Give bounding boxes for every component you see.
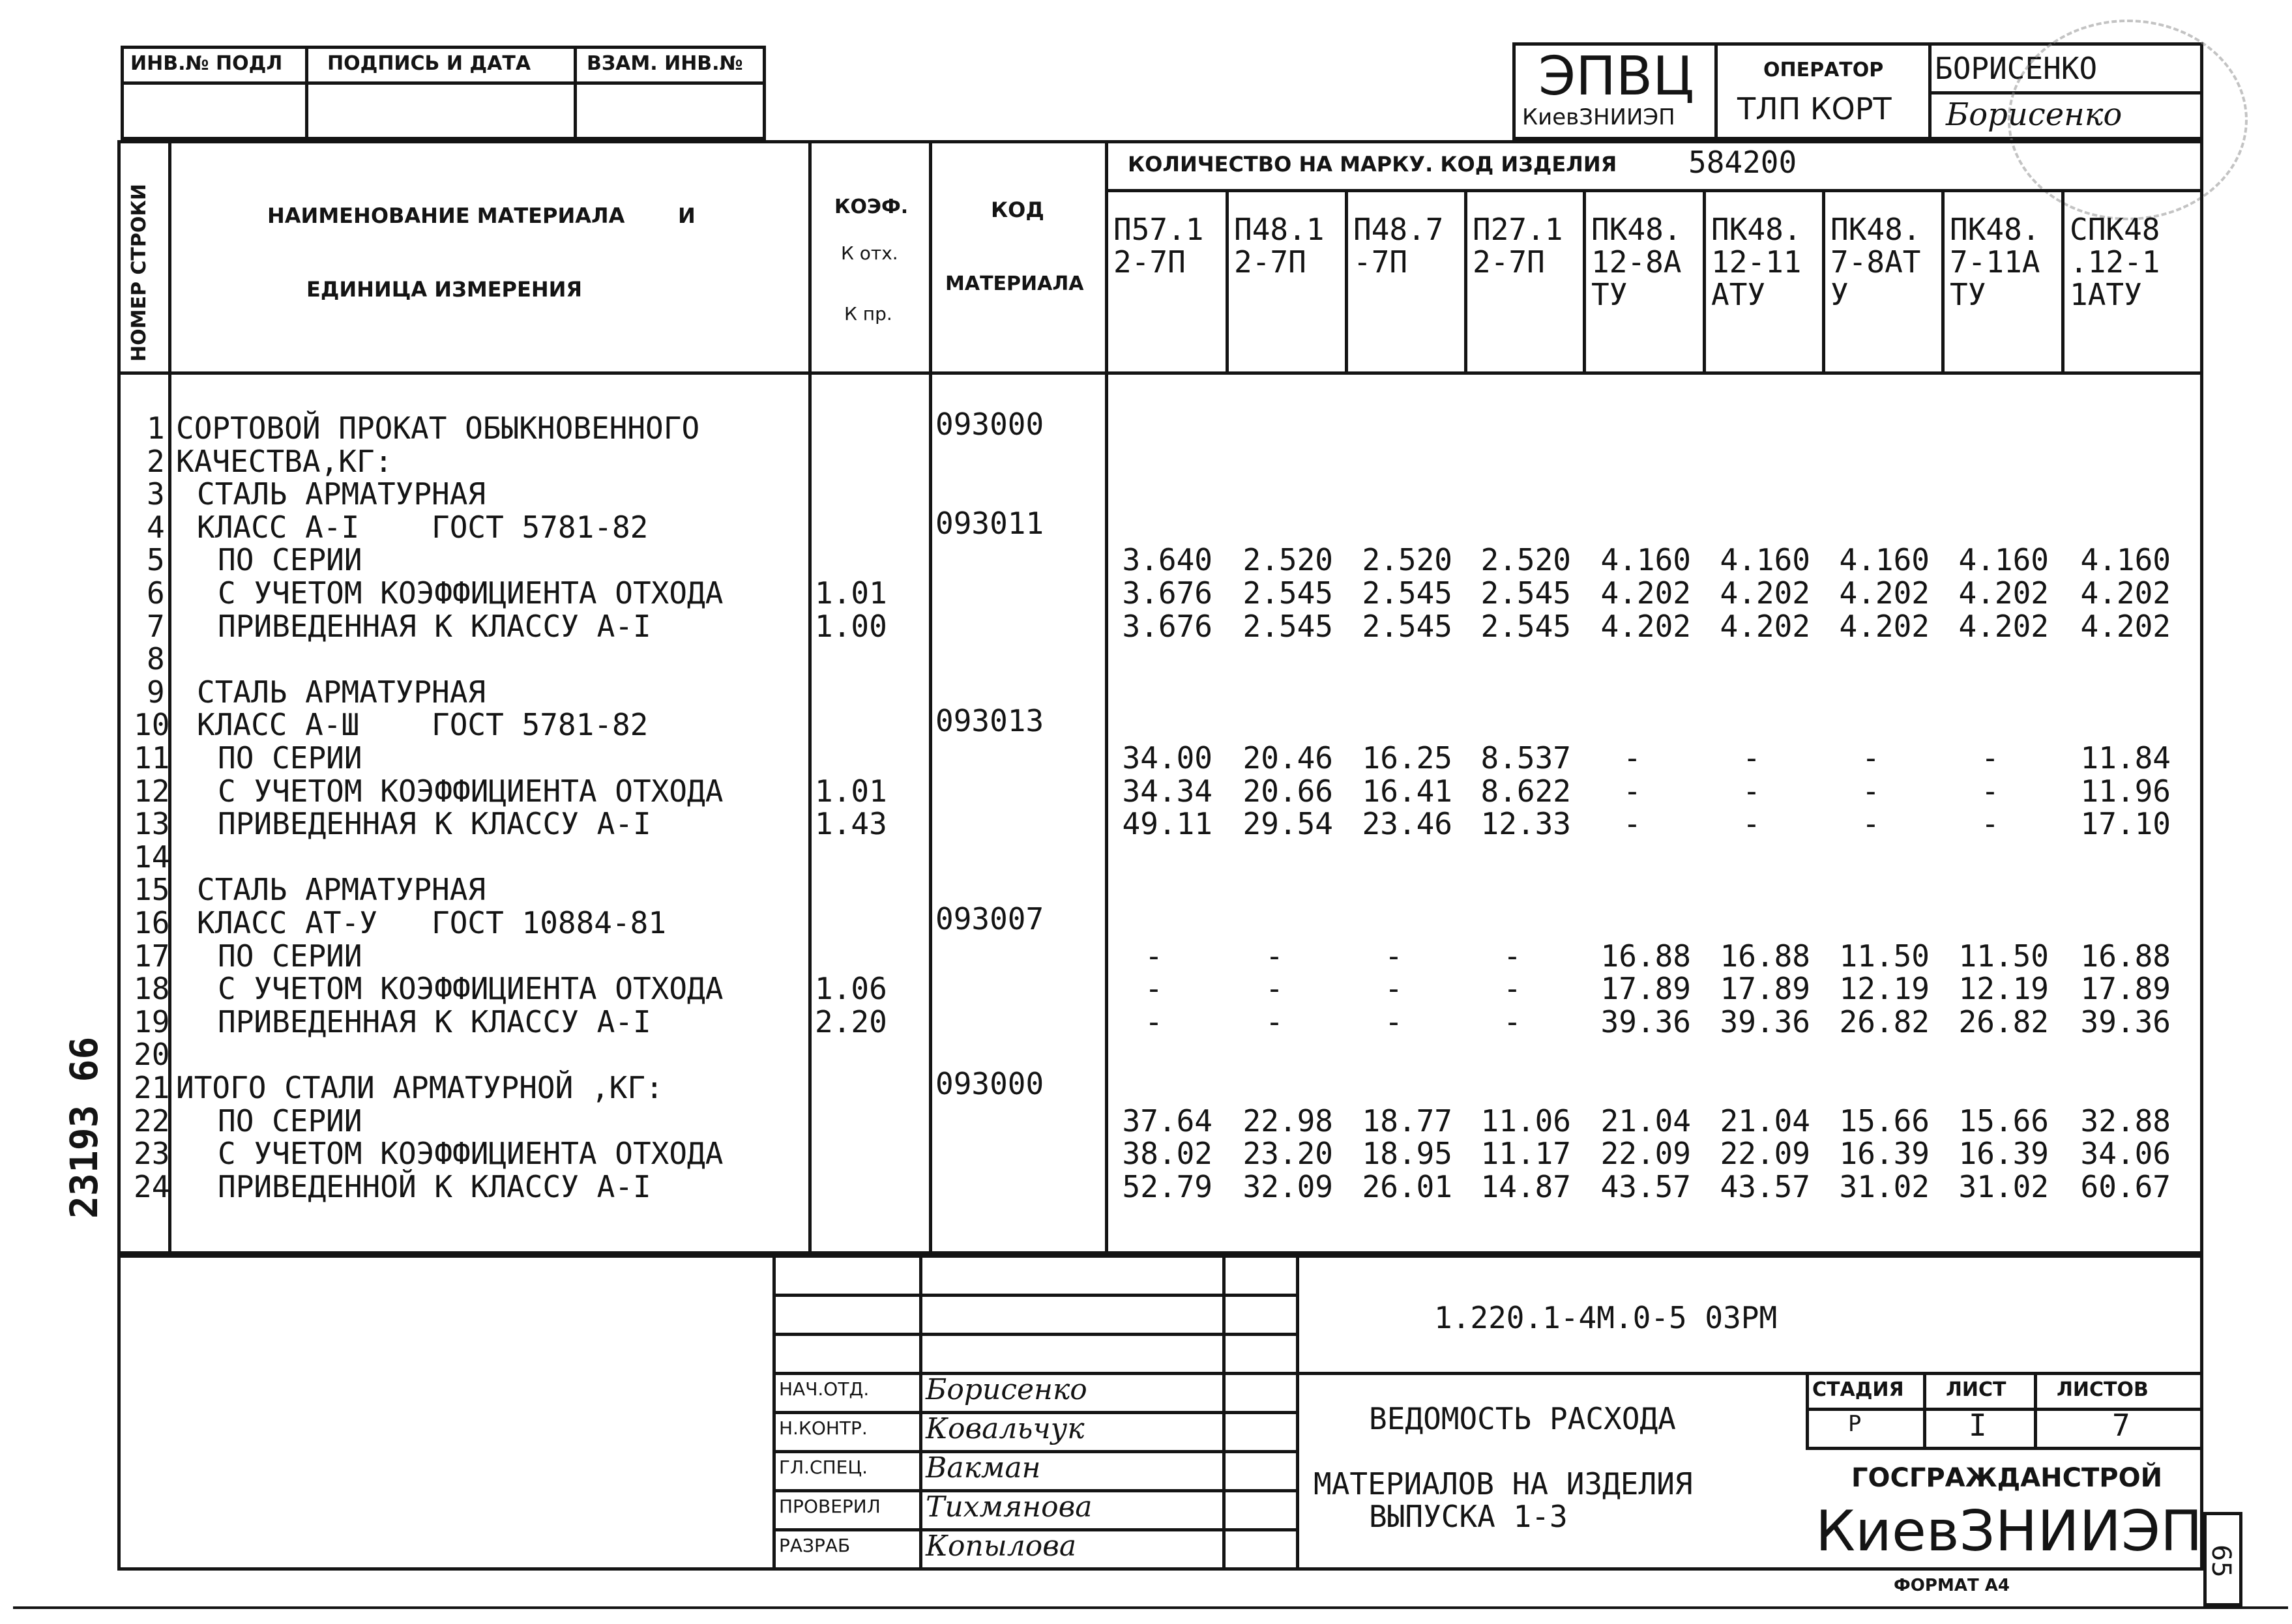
row-value: 22.98: [1242, 1103, 1333, 1138]
row-value: -: [1742, 740, 1761, 776]
row-value: 15.66: [1958, 1103, 2049, 1138]
row-value: 16.25: [1362, 740, 1452, 776]
row-number: 5: [147, 542, 165, 578]
row-value: 4.202: [1720, 575, 1810, 611]
row-value: 21.04: [1600, 1103, 1691, 1138]
row-value: -: [1981, 740, 1999, 776]
product-header-line-1: ПК48.: [1711, 212, 1802, 247]
row-number: 6: [147, 575, 165, 611]
row-value: 26.82: [1958, 1004, 2049, 1039]
row-value: 23.46: [1362, 806, 1452, 842]
row-value: 4.160: [1839, 542, 1930, 578]
row-label: ПО СЕРИИ: [218, 542, 362, 578]
product-header-line-2: -7П: [1353, 244, 1408, 280]
row-number: 19: [134, 1004, 170, 1039]
row-value: 49.11: [1122, 806, 1212, 842]
row-value: 2.545: [1362, 608, 1452, 644]
row-label: С УЧЕТОМ КОЭФФИЦИЕНТА ОТХОДА: [218, 773, 724, 809]
product-header-line-3: 1АТУ: [2070, 277, 2142, 312]
row-material-code: 093000: [935, 1066, 1044, 1101]
row-label: ПРИВЕДЕННАЯ К КЛАССУ А-I: [218, 806, 651, 842]
product-header-line-2: 2-7П: [1113, 244, 1186, 280]
k-pr-header: К пр.: [844, 303, 892, 325]
row-value: 4.202: [1600, 608, 1691, 644]
row-label: КЛАСС А-Ш ГОСТ 5781-82: [197, 707, 649, 743]
row-value: 52.79: [1122, 1168, 1212, 1204]
row-label: ПРИВЕДЕННАЯ К КЛАССУ А-I: [218, 1004, 651, 1039]
row-value: 14.87: [1480, 1168, 1571, 1204]
row-number: 2: [147, 443, 165, 479]
vzam-inv-label: ВЗАМ. ИНВ.№: [587, 52, 743, 75]
row-value: 20.66: [1242, 773, 1333, 809]
role-signature: Копылова: [926, 1530, 1077, 1563]
row-number: 9: [147, 674, 165, 710]
operator-signature: Борисенко: [1946, 96, 2123, 133]
row-value: -: [1385, 938, 1403, 974]
side-number: 23193 66: [62, 1036, 106, 1219]
row-value: 16.39: [1958, 1136, 2049, 1172]
row-value: 11.96: [2080, 773, 2171, 809]
row-value: 4.202: [1720, 608, 1810, 644]
org-line-2: КиевЗНИИЭП: [1815, 1499, 2203, 1564]
row-value: -: [1862, 773, 1880, 809]
row-value: 31.02: [1958, 1168, 2049, 1204]
row-material-code: 093007: [935, 901, 1044, 936]
row-label: ПРИВЕДЕННОЙ К КЛАССУ А-I: [218, 1168, 651, 1204]
product-header-line-2: 12-11: [1711, 244, 1802, 280]
row-value: -: [1265, 938, 1284, 974]
row-value: 2.545: [1480, 575, 1571, 611]
row-label: КЛАСС АТ-У ГОСТ 10884-81: [197, 905, 667, 940]
row-value: 22.09: [1600, 1136, 1691, 1172]
row-coef: 1.06: [815, 971, 887, 1007]
row-value: -: [1981, 773, 1999, 809]
row-value: -: [1623, 773, 1641, 809]
row-value: 32.09: [1242, 1168, 1333, 1204]
row-label: ПО СЕРИИ: [218, 1103, 362, 1138]
row-value: 3.676: [1122, 608, 1212, 644]
role-label: РАЗРАБ: [779, 1535, 851, 1556]
page-number: 65: [2206, 1544, 2236, 1578]
row-number: 14: [134, 839, 170, 875]
row-value: 34.06: [2080, 1136, 2171, 1172]
role-signature: Тихмянова: [926, 1490, 1093, 1524]
product-code: 584200: [1688, 145, 1797, 180]
row-number-header: НОМЕР СТРОКИ: [128, 184, 151, 362]
row-value: 17.89: [2080, 971, 2171, 1007]
row-value: 2.545: [1362, 575, 1452, 611]
inv-podl-label: ИНВ.№ ПОДЛ: [130, 52, 283, 75]
row-number: 16: [134, 905, 170, 940]
row-value: -: [1265, 971, 1284, 1007]
row-number: 13: [134, 806, 170, 842]
quantity-header: КОЛИЧЕСТВО НА МАРКУ. КОД ИЗДЕЛИЯ: [1128, 152, 1617, 177]
row-number: 21: [134, 1070, 170, 1105]
row-coef: 2.20: [815, 1004, 887, 1039]
coef-header: КОЭФ.: [834, 196, 909, 218]
row-value: -: [1742, 773, 1761, 809]
product-header-line-1: ПК48.: [1950, 212, 2040, 247]
product-header-line-3: ТУ: [1950, 277, 1986, 312]
row-value: 34.00: [1122, 740, 1212, 776]
product-header-line-2: 7-11А: [1950, 244, 2040, 280]
role-signature: Ковальчук: [926, 1412, 1085, 1445]
row-value: -: [1503, 938, 1521, 974]
row-number: 18: [134, 971, 170, 1007]
row-label: С УЧЕТОМ КОЭФФИЦИЕНТА ОТХОДА: [218, 971, 724, 1007]
material-name-header-and: И: [678, 203, 696, 228]
row-value: -: [1385, 1004, 1403, 1039]
sheets-label: ЛИСТОВ: [2057, 1378, 2149, 1401]
product-header-line-1: П48.1: [1234, 212, 1325, 247]
row-number: 7: [147, 608, 165, 644]
row-number: 3: [147, 476, 165, 512]
material-name-header-1: НАИМЕНОВАНИЕ МАТЕРИАЛА: [267, 203, 625, 228]
row-value: 26.82: [1839, 1004, 1930, 1039]
row-value: -: [1503, 971, 1521, 1007]
k-otx-header: К отх.: [841, 242, 898, 264]
row-value: 60.67: [2080, 1168, 2171, 1204]
product-header-line-1: П27.1: [1473, 212, 1563, 247]
role-signature: Борисенко: [926, 1373, 1087, 1406]
row-label: СТАЛЬ АРМАТУРНАЯ: [197, 674, 486, 710]
row-value: 11.17: [1480, 1136, 1571, 1172]
row-material-code: 093000: [935, 407, 1044, 442]
row-coef: 1.01: [815, 773, 887, 809]
product-header-line-3: У: [1830, 277, 1849, 312]
title-line-3: ВЫПУСКА 1-3: [1369, 1499, 1568, 1534]
row-value: 18.77: [1362, 1103, 1452, 1138]
product-header-line-3: АТУ: [1711, 277, 1766, 312]
row-value: 4.202: [2080, 575, 2171, 611]
row-value: -: [1862, 740, 1880, 776]
org-line-1: ГОСГРАЖДАНСТРОЙ: [1851, 1463, 2163, 1493]
row-value: 8.537: [1480, 740, 1571, 776]
sheets-value: 7: [2112, 1408, 2130, 1443]
row-value: 16.41: [1362, 773, 1452, 809]
row-label: КЛАСС А-I ГОСТ 5781-82: [197, 509, 649, 545]
row-value: 4.202: [1958, 608, 2049, 644]
row-value: 4.202: [1600, 575, 1691, 611]
row-value: 22.09: [1720, 1136, 1810, 1172]
row-value: 21.04: [1720, 1103, 1810, 1138]
row-value: 12.19: [1839, 971, 1930, 1007]
row-value: 16.88: [2080, 938, 2171, 974]
product-header-line-2: 7-8АТ: [1830, 244, 1921, 280]
row-number: 4: [147, 509, 165, 545]
operator-label: ОПЕРАТОР: [1763, 59, 1884, 81]
row-value: 38.02: [1122, 1136, 1212, 1172]
stage-label: СТАДИЯ: [1812, 1378, 1904, 1401]
row-value: 16.39: [1839, 1136, 1930, 1172]
role-label: ГЛ.СПЕЦ.: [779, 1457, 868, 1478]
row-value: 43.57: [1600, 1168, 1691, 1204]
row-value: 4.202: [2080, 608, 2171, 644]
material-name-header-2: ЕДИНИЦА ИЗМЕРЕНИЯ: [306, 277, 583, 302]
product-header-line-1: П57.1: [1113, 212, 1204, 247]
row-value: 3.640: [1122, 542, 1212, 578]
row-number: 15: [134, 872, 170, 908]
row-label: ПРИВЕДЕННАЯ К КЛАССУ А-I: [218, 608, 651, 644]
row-label: КАЧЕСТВА,КГ:: [176, 443, 393, 479]
page-baseline: [13, 1606, 2288, 1609]
row-value: 2.545: [1480, 608, 1571, 644]
row-number: 8: [147, 641, 165, 677]
row-number: 11: [134, 740, 170, 776]
row-value: 16.88: [1720, 938, 1810, 974]
role-label: Н.КОНТР.: [779, 1417, 868, 1439]
operator-name: БОРИСЕНКО: [1935, 51, 2098, 86]
row-value: -: [1145, 971, 1163, 1007]
epvc-org: КиевЗНИИЭП: [1522, 104, 1675, 130]
row-label: С УЧЕТОМ КОЭФФИЦИЕНТА ОТХОДА: [218, 1136, 724, 1172]
row-value: 12.19: [1958, 971, 2049, 1007]
code-header-1: КОД: [991, 197, 1044, 222]
row-label: ИТОГО СТАЛИ АРМАТУРНОЙ ,КГ:: [176, 1070, 664, 1105]
format-label: ФОРМАТ А4: [1894, 1576, 2010, 1595]
product-header-line-1: ПК48.: [1591, 212, 1682, 247]
row-material-code: 093011: [935, 505, 1044, 541]
product-header-line-2: 12-8А: [1591, 244, 1682, 280]
role-label: НАЧ.ОТД.: [779, 1378, 870, 1400]
product-header-line-2: .12-1: [2070, 244, 2160, 280]
row-number: 22: [134, 1103, 170, 1138]
row-number: 23: [134, 1136, 170, 1172]
row-value: 8.622: [1480, 773, 1571, 809]
row-value: 2.545: [1242, 608, 1333, 644]
row-label: СТАЛЬ АРМАТУРНАЯ: [197, 872, 486, 908]
row-value: 39.36: [1600, 1004, 1691, 1039]
row-value: 23.20: [1242, 1136, 1333, 1172]
product-header-line-2: 2-7П: [1234, 244, 1306, 280]
row-value: 43.57: [1720, 1168, 1810, 1204]
row-material-code: 093013: [935, 703, 1044, 739]
row-value: 2.520: [1362, 542, 1452, 578]
row-value: 4.160: [1600, 542, 1691, 578]
row-coef: 1.43: [815, 806, 887, 842]
row-value: -: [1145, 938, 1163, 974]
row-value: 11.50: [1839, 938, 1930, 974]
row-label: ПО СЕРИИ: [218, 938, 362, 974]
code-header-2: МАТЕРИАЛА: [945, 272, 1084, 295]
row-value: 2.545: [1242, 575, 1333, 611]
row-value: -: [1862, 806, 1880, 842]
product-header-line-1: П48.7: [1353, 212, 1444, 247]
row-value: 2.520: [1242, 542, 1333, 578]
row-value: 26.01: [1362, 1168, 1452, 1204]
sheet-value: I: [1969, 1408, 1987, 1443]
row-number: 24: [134, 1168, 170, 1204]
row-number: 1: [147, 411, 165, 446]
role-label: ПРОВЕРИЛ: [779, 1496, 881, 1517]
row-coef: 1.00: [815, 608, 887, 644]
epvc-label: ЭПВЦ: [1538, 46, 1694, 108]
sheet-label: ЛИСТ: [1946, 1378, 2006, 1401]
row-value: 4.160: [2080, 542, 2171, 578]
podpis-data-label: ПОДПИСЬ И ДАТА: [327, 52, 531, 75]
title-line-2: МАТЕРИАЛОВ НА ИЗДЕЛИЯ: [1314, 1466, 1693, 1501]
row-label: ПО СЕРИИ: [218, 740, 362, 776]
product-header-line-1: ПК48.: [1830, 212, 1921, 247]
row-value: 17.89: [1720, 971, 1810, 1007]
row-value: 11.50: [1958, 938, 2049, 974]
row-value: 4.202: [1958, 575, 2049, 611]
row-value: 2.520: [1480, 542, 1571, 578]
row-value: -: [1385, 971, 1403, 1007]
row-value: 34.34: [1122, 773, 1212, 809]
product-header-line-3: ТУ: [1591, 277, 1628, 312]
row-value: 4.160: [1958, 542, 2049, 578]
row-label: СОРТОВОЙ ПРОКАТ ОБЫКНОВЕННОГО: [176, 411, 700, 446]
row-number: 20: [134, 1037, 170, 1073]
row-value: 29.54: [1242, 806, 1333, 842]
product-header-line-1: СПК48: [2070, 212, 2160, 247]
row-value: -: [1503, 1004, 1521, 1039]
row-value: 20.46: [1242, 740, 1333, 776]
row-number: 10: [134, 707, 170, 743]
row-value: 17.89: [1600, 971, 1691, 1007]
row-number: 17: [134, 938, 170, 974]
stage-value: Р: [1848, 1411, 1862, 1437]
role-signature: Вакман: [926, 1451, 1041, 1485]
row-value: -: [1742, 806, 1761, 842]
row-label: С УЧЕТОМ КОЭФФИЦИЕНТА ОТХОДА: [218, 575, 724, 611]
tlp-kort: ТЛП КОРТ: [1737, 91, 1892, 126]
row-value: 12.33: [1480, 806, 1571, 842]
row-number: 12: [134, 773, 170, 809]
row-value: -: [1623, 740, 1641, 776]
row-label: СТАЛЬ АРМАТУРНАЯ: [197, 476, 486, 512]
row-value: 4.160: [1720, 542, 1810, 578]
row-value: -: [1981, 806, 1999, 842]
product-header-line-2: 2-7П: [1473, 244, 1545, 280]
row-value: 39.36: [1720, 1004, 1810, 1039]
row-value: -: [1623, 806, 1641, 842]
row-value: 18.95: [1362, 1136, 1452, 1172]
row-value: 3.676: [1122, 575, 1212, 611]
row-value: -: [1265, 1004, 1284, 1039]
row-value: 32.88: [2080, 1103, 2171, 1138]
row-value: -: [1145, 1004, 1163, 1039]
row-value: 16.88: [1600, 938, 1691, 974]
row-value: 31.02: [1839, 1168, 1930, 1204]
row-value: 11.06: [1480, 1103, 1571, 1138]
row-coef: 1.01: [815, 575, 887, 611]
row-value: 4.202: [1839, 575, 1930, 611]
row-value: 15.66: [1839, 1103, 1930, 1138]
row-value: 37.64: [1122, 1103, 1212, 1138]
row-value: 17.10: [2080, 806, 2171, 842]
row-value: 4.202: [1839, 608, 1930, 644]
document-code: 1.220.1-4М.0-5 03РМ: [1434, 1300, 1778, 1335]
row-value: 11.84: [2080, 740, 2171, 776]
row-value: 39.36: [2080, 1004, 2171, 1039]
title-line-1: ВЕДОМОСТЬ РАСХОДА: [1369, 1401, 1676, 1436]
